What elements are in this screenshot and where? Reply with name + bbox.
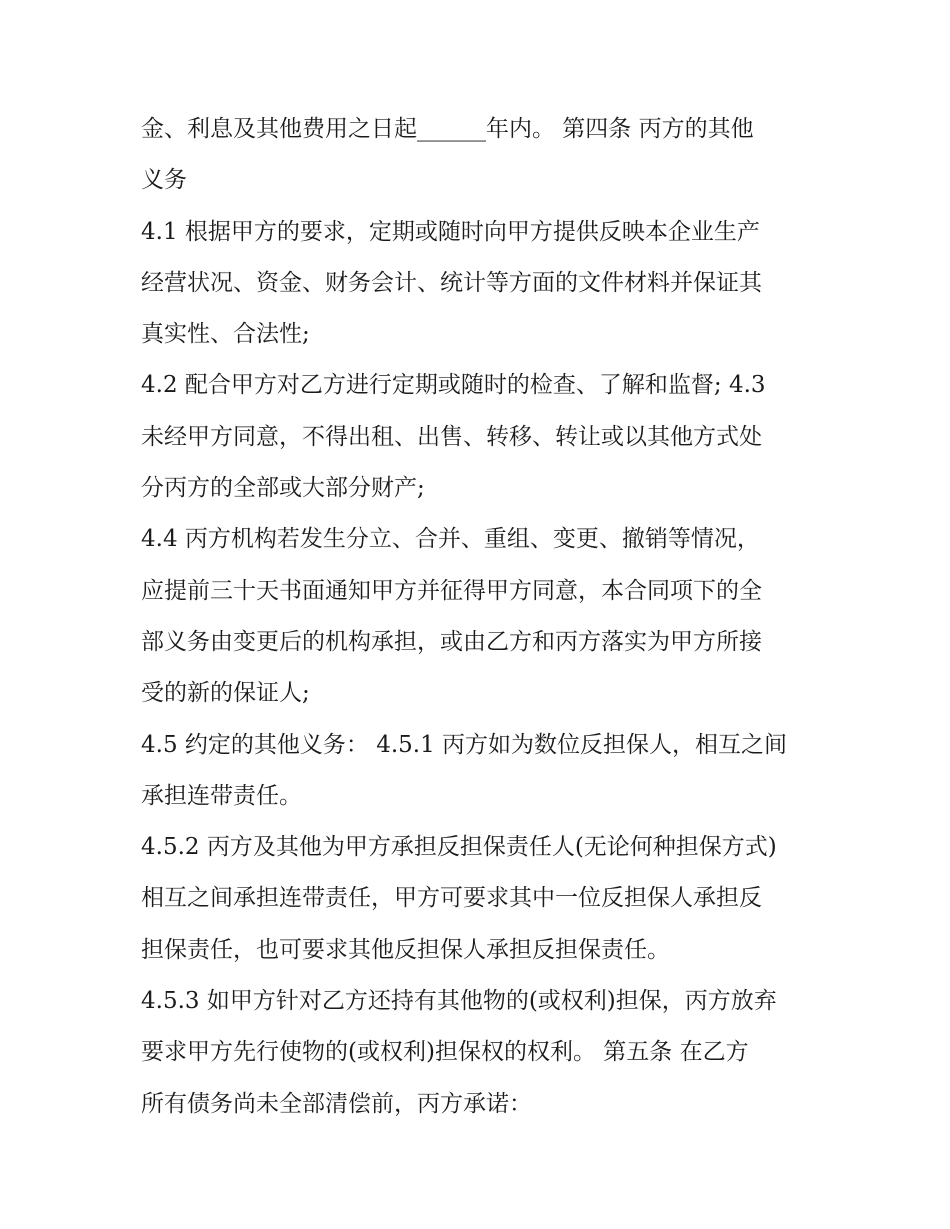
text-line: 担保责任，也可要求其他反担保人承担反担保责任。 xyxy=(141,936,670,963)
text-line: 所有债务尚未全部清偿前，丙方承诺： xyxy=(141,1090,532,1117)
text-line: 受的新的保证人; xyxy=(141,680,310,707)
text-line: 4.1 根据甲方的要求，定期或随时向甲方提供反映本企业生产 xyxy=(141,218,760,245)
text-line: 金、利息及其他费用之日起______年内。 第四条 丙方的其他 xyxy=(141,116,754,142)
text-line: 4.2 配合甲方对乙方进行定期或随时的检查、了解和监督; 4.3 xyxy=(141,372,766,399)
text-line: 真实性、合法性; xyxy=(141,321,310,348)
text-line: 4.5.2 丙方及其他为甲方承担反担保责任人(无论何种担保方式) xyxy=(141,834,777,861)
document-body xyxy=(141,104,821,1130)
text-line: 未经甲方同意，不得出租、出售、转移、转让或以其他方式处 xyxy=(141,423,762,450)
text-line: 4.5.3 如甲方针对乙方还持有其他物的(或权利)担保，丙方放弃 xyxy=(141,988,777,1015)
text-line: 义务 xyxy=(141,167,187,194)
text-line: 相互之间承担连带责任，甲方可要求其中一位反担保人承担反 xyxy=(141,885,762,912)
text-line: 承担连带责任。 xyxy=(141,782,302,809)
text-line: 4.4 丙方机构若发生分立、合并、重组、变更、撤销等情况， xyxy=(141,526,760,553)
text-line: 应提前三十天书面通知甲方并征得甲方同意，本合同项下的全 xyxy=(141,577,762,604)
text-line: 部义务由变更后的机构承担，或由乙方和丙方落实为甲方所接 xyxy=(141,628,762,655)
text-line: 分丙方的全部或大部分财产; xyxy=(141,475,425,502)
text-line: 要求甲方先行使物的(或权利)担保权的权利。 第五条 在乙方 xyxy=(141,1039,749,1066)
text-line: 4.5 约定的其他义务： 4.5.1 丙方如为数位反担保人，相互之间 xyxy=(141,731,788,758)
text-line: 经营状况、资金、财务会计、统计等方面的文件材料并保证其 xyxy=(141,269,762,296)
